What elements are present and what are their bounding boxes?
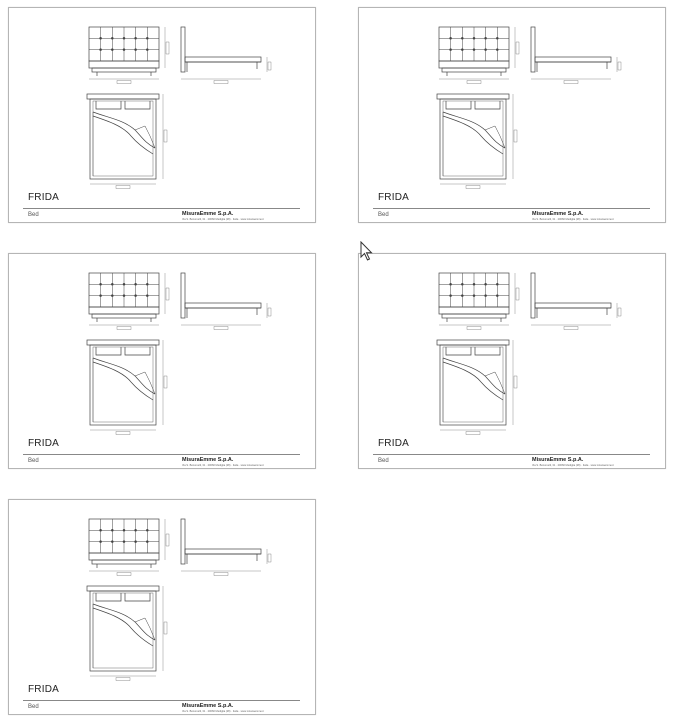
drawing-sheet-2[interactable]	[358, 7, 666, 223]
bed-technical-drawing	[359, 254, 665, 468]
company-address: Via S. Bonomelli, 31 · 20060 Mediglia (MI) · Italia · www.misuraemme.it	[182, 710, 264, 713]
product-title: FRIDA	[28, 192, 59, 203]
arrow-cursor-icon	[360, 241, 374, 261]
drawing-sheet-1[interactable]	[8, 7, 316, 223]
bed-technical-drawing	[9, 500, 315, 714]
product-title: FRIDA	[28, 684, 59, 695]
company-name: MisuraEmme S.p.A.	[182, 457, 234, 463]
company-name: MisuraEmme S.p.A.	[182, 211, 234, 217]
divider	[23, 700, 300, 701]
bed-technical-drawing	[9, 254, 315, 468]
company-name: MisuraEmme S.p.A.	[532, 457, 584, 463]
bed-technical-drawing	[359, 8, 665, 222]
product-category: Bed	[28, 704, 39, 710]
divider	[373, 208, 650, 209]
product-title: FRIDA	[378, 438, 409, 449]
bed-technical-drawing	[9, 8, 315, 222]
product-category: Bed	[378, 212, 389, 218]
company-name: MisuraEmme S.p.A.	[182, 703, 234, 709]
company-address: Via S. Bonomelli, 31 · 20060 Mediglia (MI) · Italia · www.misuraemme.it	[532, 464, 614, 467]
company-address: Via S. Bonomelli, 31 · 20060 Mediglia (MI) · Italia · www.misuraemme.it	[182, 464, 264, 467]
company-address: Via S. Bonomelli, 31 · 20060 Mediglia (MI) · Italia · www.misuraemme.it	[182, 218, 264, 221]
product-category: Bed	[378, 458, 389, 464]
divider	[23, 208, 300, 209]
drawing-sheet-4[interactable]	[358, 253, 666, 469]
company-name: MisuraEmme S.p.A.	[532, 211, 584, 217]
product-category: Bed	[28, 458, 39, 464]
divider	[23, 454, 300, 455]
company-address: Via S. Bonomelli, 31 · 20060 Mediglia (MI) · Italia · www.misuraemme.it	[532, 218, 614, 221]
drawing-sheet-5[interactable]	[8, 499, 316, 715]
product-title: FRIDA	[28, 438, 59, 449]
drawing-sheet-3[interactable]	[8, 253, 316, 469]
product-title: FRIDA	[378, 192, 409, 203]
product-category: Bed	[28, 212, 39, 218]
divider	[373, 454, 650, 455]
